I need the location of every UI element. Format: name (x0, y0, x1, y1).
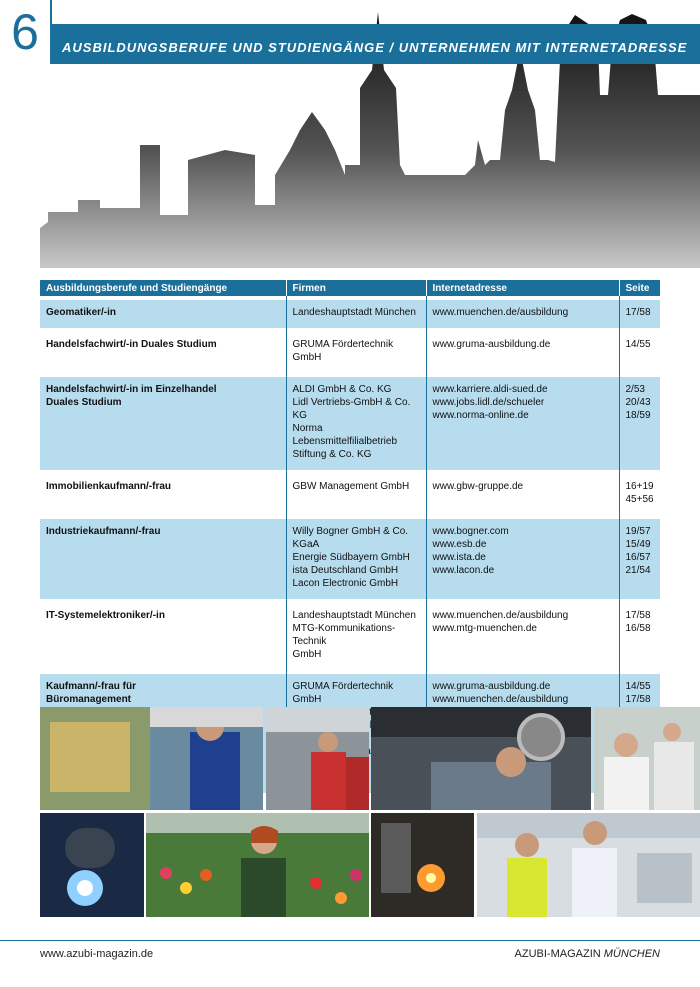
firmen-cell-line: GmbH (292, 649, 322, 660)
table-row (40, 300, 660, 328)
internetadresse-cell-line[interactable]: www.gruma-ausbildung.de (432, 681, 551, 692)
internetadresse-cell-line[interactable]: www.mtg-muenchen.de (432, 623, 537, 634)
firmen-cell-line: Willy Bogner GmbH & Co. KGaA (292, 526, 409, 550)
internetadresse-cell (426, 300, 619, 328)
beruf-cell (40, 474, 286, 515)
firmen-cell (286, 332, 426, 373)
seite-cell (619, 300, 660, 328)
chapter-number: 6 (0, 0, 52, 64)
internetadresse-cell-line[interactable]: www.gbw-gruppe.de (432, 481, 524, 492)
internetadresse-cell-line[interactable]: www.jobs.lidl.de/schueler (432, 397, 545, 408)
internetadresse-cell (426, 474, 619, 515)
beruf-cell (40, 300, 286, 328)
internetadresse-cell-line[interactable]: www.karriere.aldi-sued.de (432, 384, 548, 395)
beruf-cell-line: Immobilienkaufmann/-frau (46, 481, 172, 492)
column-header-beruf: Ausbildungsberufe und Studiengänge (40, 280, 286, 296)
internetadresse-cell-line[interactable]: www.norma-online.de (432, 410, 529, 421)
photo-food-workers (594, 707, 700, 810)
firmen-cell-line: Lidl Vertriebs-GmbH & Co. KG (292, 397, 411, 421)
beruf-cell (40, 332, 286, 373)
firmen-cell-line: GBW Management GmbH (292, 481, 410, 492)
internetadresse-cell-line[interactable]: www.muenchen.de/ausbildung (432, 610, 569, 621)
photo-mechanic (371, 707, 591, 810)
firmen-cell-line: Energie Südbayern GmbH (292, 552, 410, 563)
seite-cell-line: 21/54 (625, 565, 651, 576)
beruf-cell-line: Handelsfachwirt/-in im Einzelhandel (46, 384, 217, 395)
internetadresse-cell-line[interactable]: www.muenchen.de/ausbildung (432, 694, 569, 705)
seite-cell (619, 332, 660, 373)
beruf-cell-line: Büromanagement (46, 694, 132, 705)
firmen-cell-line: ALDI GmbH & Co. KG (292, 384, 392, 395)
footer-url: www.azubi-magazin.de (40, 948, 154, 960)
firmen-cell (286, 519, 426, 599)
seite-cell-line: 16/57 (625, 552, 651, 563)
firmen-cell (286, 377, 426, 470)
seite-cell-line: 17/58 (625, 694, 651, 705)
beruf-cell-line: Industriekaufmann/-frau (46, 526, 161, 537)
internetadresse-cell (426, 603, 619, 670)
internetadresse-cell-line[interactable]: www.bogner.com (432, 526, 509, 537)
seite-cell-line: 45+56 (625, 494, 654, 505)
firmen-cell-line: ista Deutschland GmbH (292, 565, 399, 576)
footer-brand-name: AZUBI-MAGAZIN (514, 948, 601, 960)
seite-cell-line: 17/58 (625, 307, 651, 318)
photo-metalworker (371, 813, 474, 917)
seite-cell-line: 2/53 (625, 384, 645, 395)
footer-city: MÜNCHEN (603, 948, 660, 960)
table-row (40, 603, 660, 670)
column-header-firmen: Firmen (286, 280, 426, 296)
footer-brand (515, 948, 660, 960)
beruf-cell-line: Kaufmann/-frau für (46, 681, 136, 692)
seite-cell (619, 474, 660, 515)
firmen-cell-line: Landeshauptstadt München (292, 307, 416, 318)
seite-cell (619, 603, 660, 670)
seite-cell (619, 377, 660, 470)
firmen-cell (286, 603, 426, 670)
column-header-internetadresse: Internetadresse (426, 280, 619, 296)
beruf-cell-line: Duales Studium (46, 397, 122, 408)
firmen-cell (286, 474, 426, 515)
internetadresse-cell-line[interactable]: www.muenchen.de/ausbildung (432, 307, 569, 318)
table-row (40, 474, 660, 515)
seite-cell-line: 16+19 (625, 481, 654, 492)
table-row (40, 519, 660, 599)
firmen-cell-line: Norma Lebensmittelfilialbetrieb (292, 423, 398, 447)
firmen-cell-line: MTG-Kommunikations-Technik (292, 623, 396, 647)
column-header-seite: Seite (619, 280, 660, 296)
photo-collage (40, 707, 700, 917)
beruf-cell-line: Handelsfachwirt/-in Duales Studium (46, 339, 217, 350)
table-row (40, 377, 660, 470)
internetadresse-cell (426, 519, 619, 599)
firmen-cell (286, 300, 426, 328)
seite-cell-line: 18/59 (625, 410, 651, 421)
footer-divider (0, 940, 700, 941)
internetadresse-cell-line[interactable]: www.lacon.de (432, 565, 495, 576)
beruf-cell (40, 603, 286, 670)
seite-cell (619, 519, 660, 599)
seite-cell-line: 16/58 (625, 623, 651, 634)
internetadresse-cell-line[interactable]: www.ista.de (432, 552, 486, 563)
firmen-cell-line: Stiftung & Co. KG (292, 449, 372, 460)
table-row (40, 332, 660, 373)
firmen-cell-line: Lacon Electronic GmbH (292, 578, 399, 589)
firmen-cell-line: GRUMA Fördertechnik GmbH (292, 681, 394, 705)
internetadresse-cell-line[interactable]: www.esb.de (432, 539, 487, 550)
beruf-cell (40, 377, 286, 470)
internetadresse-cell-line[interactable]: www.gruma-ausbildung.de (432, 339, 551, 350)
photo-workshop (266, 707, 369, 810)
page-title: AUSBILDUNGSBERUFE UND STUDIENGÄNGE / UNTERNEHMEN MIT INTERNETADRESSE (62, 40, 688, 55)
internetadresse-cell (426, 332, 619, 373)
firmen-cell-line: GRUMA Fördertechnik GmbH (292, 339, 394, 363)
firmen-cell-line: Landeshauptstadt München (292, 610, 416, 621)
table-header-row (40, 280, 660, 296)
seite-cell-line: 17/58 (625, 610, 651, 621)
seite-cell-line: 20/43 (625, 397, 651, 408)
beruf-cell-line: Geomatiker/-in (46, 307, 117, 318)
photo-welder (40, 813, 144, 917)
photo-gardener (146, 813, 369, 917)
seite-cell-line: 14/55 (625, 681, 651, 692)
photo-warehouse (477, 813, 700, 917)
photo-electrician (40, 707, 263, 810)
seite-cell-line: 15/49 (625, 539, 651, 550)
internetadresse-cell (426, 377, 619, 470)
seite-cell-line: 19/57 (625, 526, 651, 537)
beruf-cell-line: IT-Systemelektroniker/-in (46, 610, 165, 621)
beruf-cell (40, 519, 286, 599)
seite-cell-line: 14/55 (625, 339, 651, 350)
